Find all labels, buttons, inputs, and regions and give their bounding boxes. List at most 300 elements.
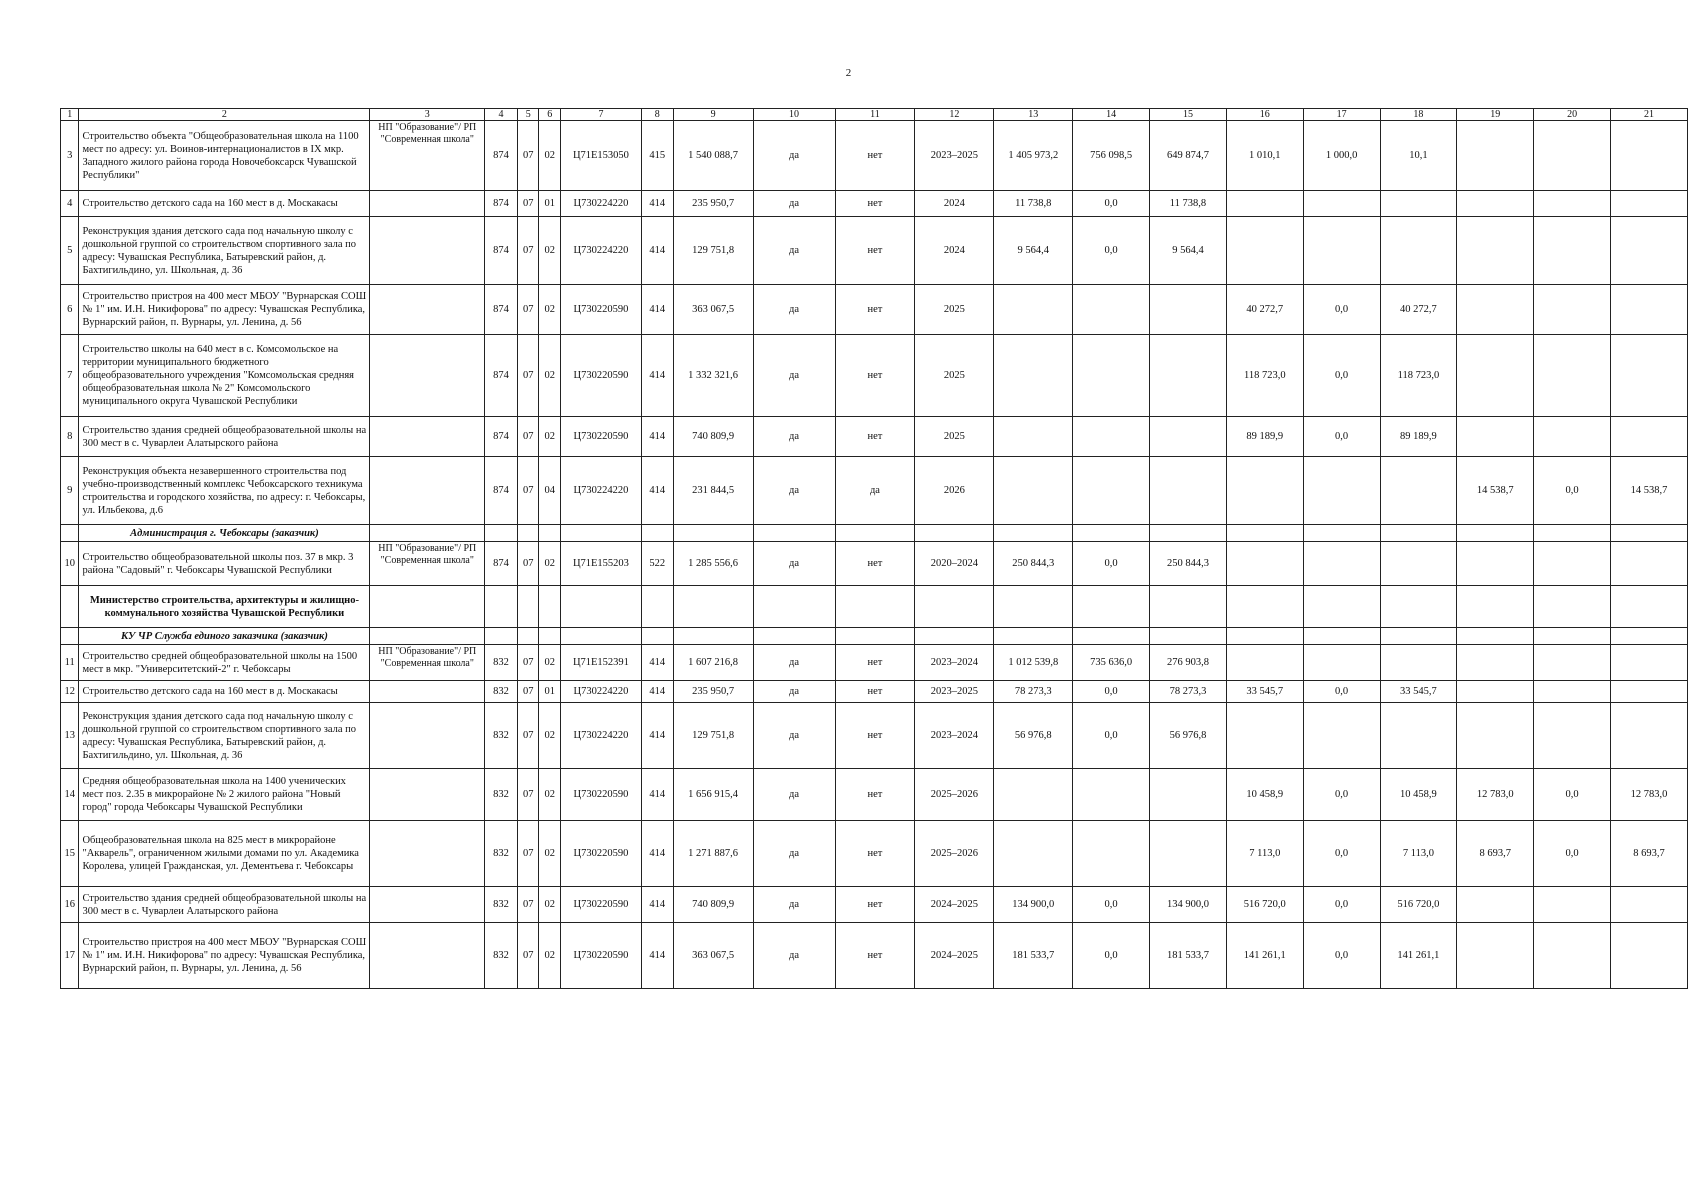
empty-cell	[835, 525, 915, 542]
cell-c20	[1534, 285, 1611, 335]
cell-c20: 0,0	[1534, 821, 1611, 887]
cell-c4: 832	[485, 821, 518, 887]
cell-c4: 874	[485, 121, 518, 191]
cell-c18	[1380, 645, 1457, 681]
cell-c9: 1 540 088,7	[673, 121, 753, 191]
cell-c9: 231 844,5	[673, 457, 753, 525]
cell-c19	[1457, 191, 1534, 217]
cell-c19	[1457, 121, 1534, 191]
table-row	[61, 121, 1688, 191]
cell-c5: 07	[517, 417, 539, 457]
cell-c17: 0,0	[1303, 417, 1380, 457]
cell-c8: 414	[641, 285, 673, 335]
cell-c9: 1 285 556,6	[673, 542, 753, 586]
cell-c13	[994, 457, 1073, 525]
cell-c6: 02	[539, 887, 561, 923]
cell-c16	[1226, 542, 1303, 586]
cell-c5: 07	[517, 217, 539, 285]
cell-c8: 414	[641, 887, 673, 923]
cell-c15	[1150, 821, 1227, 887]
cell-c18: 141 261,1	[1380, 923, 1457, 989]
cell-c14	[1073, 457, 1150, 525]
column-header-1: 1	[61, 109, 79, 121]
empty-cell	[539, 586, 561, 628]
table-row	[61, 217, 1688, 285]
cell-c10: да	[753, 191, 835, 217]
cell-c5: 07	[517, 923, 539, 989]
cell-c10: да	[753, 645, 835, 681]
cell-c8: 414	[641, 769, 673, 821]
cell-c12: 2023–2024	[915, 703, 994, 769]
empty-cell	[641, 525, 673, 542]
cell-c15: 9 564,4	[1150, 217, 1227, 285]
cell-c5: 07	[517, 645, 539, 681]
cell-c17	[1303, 645, 1380, 681]
cell-c13	[994, 285, 1073, 335]
cell-name: Строительство детского сада на 160 мест в д. Москакасы	[79, 681, 370, 703]
cell-c5: 07	[517, 821, 539, 887]
cell-c21	[1611, 335, 1688, 417]
cell-n: 7	[61, 335, 79, 417]
section-row	[61, 525, 1688, 542]
empty-cell	[1226, 525, 1303, 542]
cell-name: Общеобразовательная школа на 825 мест в микрорайоне "Акварель", ограниченном жилыми домами по ул. Академика Королева, улицей Гражданская, ул. Дементьева г. Чебоксары	[79, 821, 370, 887]
empty-cell	[61, 586, 79, 628]
cell-c7: Ц730220590	[560, 769, 641, 821]
cell-name: Строительство здания средней общеобразовательной школы на 300 мест в с. Чуварлеи Алатырского района	[79, 887, 370, 923]
cell-c6: 02	[539, 217, 561, 285]
cell-c4: 874	[485, 457, 518, 525]
cell-c16: 10 458,9	[1226, 769, 1303, 821]
cell-c5: 07	[517, 121, 539, 191]
cell-c11: нет	[835, 542, 915, 586]
empty-cell	[517, 586, 539, 628]
column-header-9: 9	[673, 109, 753, 121]
cell-c13	[994, 769, 1073, 821]
cell-c13: 11 738,8	[994, 191, 1073, 217]
cell-c9: 129 751,8	[673, 703, 753, 769]
table-row	[61, 821, 1688, 887]
cell-name: Реконструкция объекта незавершенного строительства под учебно-производственный комплекс Чебоксарского техникума строительства и городского хозяйства, по адресу: г. Чебоксары, ул. Ильбекова, д.6	[79, 457, 370, 525]
column-header-16: 16	[1226, 109, 1303, 121]
cell-c21	[1611, 417, 1688, 457]
cell-prog	[370, 217, 485, 285]
cell-c6: 01	[539, 681, 561, 703]
cell-c19: 12 783,0	[1457, 769, 1534, 821]
cell-c10: да	[753, 681, 835, 703]
cell-name: Реконструкция здания детского сада под начальную школу с дошкольной группой со строительством спортивного зала по адресу: Чувашская Республика, Батыревский район, д. Бахтигильдино, ул. Школьная, д. 36	[79, 703, 370, 769]
empty-cell	[1611, 586, 1688, 628]
cell-c4: 832	[485, 887, 518, 923]
cell-c12: 2023–2025	[915, 681, 994, 703]
empty-cell	[1534, 628, 1611, 645]
cell-n: 4	[61, 191, 79, 217]
cell-c10: да	[753, 285, 835, 335]
cell-c7: Ц730220590	[560, 285, 641, 335]
section-title: КУ ЧР Служба единого заказчика (заказчик)	[79, 628, 370, 645]
cell-c5: 07	[517, 703, 539, 769]
cell-c21	[1611, 703, 1688, 769]
cell-c19	[1457, 923, 1534, 989]
cell-c15	[1150, 417, 1227, 457]
empty-cell	[1073, 628, 1150, 645]
cell-c19: 14 538,7	[1457, 457, 1534, 525]
cell-c11: нет	[835, 923, 915, 989]
empty-cell	[1303, 628, 1380, 645]
cell-c6: 02	[539, 769, 561, 821]
cell-c21	[1611, 923, 1688, 989]
cell-c11: нет	[835, 769, 915, 821]
cell-c8: 415	[641, 121, 673, 191]
cell-n: 12	[61, 681, 79, 703]
empty-cell	[517, 628, 539, 645]
cell-prog: НП "Образование"/ РП "Современная школа"	[370, 542, 485, 586]
cell-name: Строительство школы на 640 мест в с. Комсомольское на территории муниципального бюджетного общеобразовательного учреждения "Комсомольская средняя общеобразовательная школа № 2" Комсомольского муниципального округа Чувашской Республики	[79, 335, 370, 417]
cell-c17	[1303, 457, 1380, 525]
cell-c18: 40 272,7	[1380, 285, 1457, 335]
cell-name: Строительство здания средней общеобразовательной школы на 300 мест в с. Чуварлеи Алатырского района	[79, 417, 370, 457]
cell-c9: 1 332 321,6	[673, 335, 753, 417]
cell-c9: 363 067,5	[673, 923, 753, 989]
empty-cell	[1611, 525, 1688, 542]
cell-c18: 10,1	[1380, 121, 1457, 191]
cell-c19	[1457, 335, 1534, 417]
column-header-7: 7	[560, 109, 641, 121]
cell-name: Реконструкция здания детского сада под начальную школу с дошкольной группой со строительством спортивного зала по адресу: Чувашская Республика, Батыревский район, д. Бахтигильдино, ул. Школьная, д. 36	[79, 217, 370, 285]
empty-cell	[753, 525, 835, 542]
cell-name: Строительство средней общеобразовательной школы на 1500 мест в мкр. "Университетский-2" г. Чебоксары	[79, 645, 370, 681]
cell-c20: 0,0	[1534, 457, 1611, 525]
empty-cell	[539, 628, 561, 645]
cell-c6: 02	[539, 821, 561, 887]
cell-n: 8	[61, 417, 79, 457]
cell-name: Строительство пристроя на 400 мест МБОУ "Вурнарская СОШ № 1" им. И.Н. Никифорова" по адресу: Чувашская Республика, Вурнарский район, п. Вурнары, ул. Ленина, д. 56	[79, 923, 370, 989]
cell-c16: 40 272,7	[1226, 285, 1303, 335]
cell-c11: нет	[835, 417, 915, 457]
cell-c6: 01	[539, 191, 561, 217]
cell-c8: 414	[641, 681, 673, 703]
empty-cell	[1073, 586, 1150, 628]
cell-c15: 250 844,3	[1150, 542, 1227, 586]
cell-c10: да	[753, 457, 835, 525]
empty-cell	[1534, 586, 1611, 628]
empty-cell	[1226, 586, 1303, 628]
cell-c15: 78 273,3	[1150, 681, 1227, 703]
cell-c18: 516 720,0	[1380, 887, 1457, 923]
empty-cell	[1226, 628, 1303, 645]
cell-c19: 8 693,7	[1457, 821, 1534, 887]
section-row	[61, 586, 1688, 628]
cell-name: Строительство общеобразовательной школы поз. 37 в мкр. 3 района "Садовый" г. Чебоксары Чувашской Республики	[79, 542, 370, 586]
empty-cell	[1073, 525, 1150, 542]
cell-name: Строительство объекта "Общеобразовательная школа на 1100 мест по адресу: ул. Воинов-интернационалистов в IX мкр. Западного жилого района города Новочебоксарск Чувашской Республики"	[79, 121, 370, 191]
cell-c20	[1534, 191, 1611, 217]
cell-c20	[1534, 121, 1611, 191]
cell-c17: 0,0	[1303, 335, 1380, 417]
cell-c18	[1380, 703, 1457, 769]
cell-c17	[1303, 542, 1380, 586]
empty-cell	[61, 628, 79, 645]
cell-c8: 414	[641, 703, 673, 769]
empty-cell	[1611, 628, 1688, 645]
cell-c14: 0,0	[1073, 542, 1150, 586]
cell-c21	[1611, 121, 1688, 191]
cell-n: 9	[61, 457, 79, 525]
cell-c6: 02	[539, 285, 561, 335]
empty-cell	[1303, 586, 1380, 628]
cell-c4: 874	[485, 542, 518, 586]
cell-c18: 89 189,9	[1380, 417, 1457, 457]
cell-c18: 10 458,9	[1380, 769, 1457, 821]
cell-c21	[1611, 285, 1688, 335]
cell-c17: 0,0	[1303, 285, 1380, 335]
cell-c14: 0,0	[1073, 887, 1150, 923]
cell-c14: 735 636,0	[1073, 645, 1150, 681]
cell-c13: 1 012 539,8	[994, 645, 1073, 681]
cell-c5: 07	[517, 457, 539, 525]
cell-c20	[1534, 217, 1611, 285]
cell-c14: 0,0	[1073, 923, 1150, 989]
cell-c7: Ц71Е152391	[560, 645, 641, 681]
cell-c10: да	[753, 417, 835, 457]
cell-c6: 02	[539, 703, 561, 769]
cell-c20	[1534, 681, 1611, 703]
cell-c19	[1457, 417, 1534, 457]
cell-c17: 0,0	[1303, 887, 1380, 923]
empty-cell	[673, 628, 753, 645]
cell-c13: 1 405 973,2	[994, 121, 1073, 191]
cell-c15: 181 533,7	[1150, 923, 1227, 989]
cell-name: Строительство пристроя на 400 мест МБОУ "Вурнарская СОШ № 1" им. И.Н. Никифорова" по адресу: Чувашская Республика, Вурнарский район, п. Вурнары, ул. Ленина, д. 56	[79, 285, 370, 335]
empty-cell	[1380, 586, 1457, 628]
cell-c17: 0,0	[1303, 923, 1380, 989]
column-header-21: 21	[1611, 109, 1688, 121]
section-row	[61, 628, 1688, 645]
empty-cell	[485, 628, 518, 645]
cell-c17: 1 000,0	[1303, 121, 1380, 191]
cell-n: 17	[61, 923, 79, 989]
empty-cell	[641, 586, 673, 628]
column-header-8: 8	[641, 109, 673, 121]
empty-cell	[915, 628, 994, 645]
cell-c20	[1534, 417, 1611, 457]
cell-c18	[1380, 191, 1457, 217]
empty-cell	[1457, 525, 1534, 542]
cell-c12: 2025–2026	[915, 769, 994, 821]
cell-c21: 14 538,7	[1611, 457, 1688, 525]
cell-c16	[1226, 645, 1303, 681]
cell-c13	[994, 417, 1073, 457]
cell-c15	[1150, 335, 1227, 417]
cell-c10: да	[753, 887, 835, 923]
section-title: Администрация г. Чебоксары (заказчик)	[79, 525, 370, 542]
cell-n: 13	[61, 703, 79, 769]
cell-c5: 07	[517, 335, 539, 417]
cell-c14: 0,0	[1073, 191, 1150, 217]
cell-c6: 02	[539, 335, 561, 417]
cell-c5: 07	[517, 191, 539, 217]
cell-c14	[1073, 335, 1150, 417]
cell-c8: 414	[641, 191, 673, 217]
cell-c5: 07	[517, 285, 539, 335]
cell-c12: 2020–2024	[915, 542, 994, 586]
cell-c16	[1226, 217, 1303, 285]
cell-n: 5	[61, 217, 79, 285]
empty-cell	[1150, 586, 1227, 628]
cell-c13: 181 533,7	[994, 923, 1073, 989]
cell-c4: 832	[485, 703, 518, 769]
empty-cell	[673, 586, 753, 628]
column-header-18: 18	[1380, 109, 1457, 121]
table-row	[61, 769, 1688, 821]
cell-c8: 414	[641, 217, 673, 285]
column-header-2: 2	[79, 109, 370, 121]
cell-c10: да	[753, 121, 835, 191]
cell-c6: 02	[539, 645, 561, 681]
cell-prog	[370, 887, 485, 923]
empty-cell	[915, 525, 994, 542]
cell-n: 11	[61, 645, 79, 681]
column-header-15: 15	[1150, 109, 1227, 121]
cell-c15: 276 903,8	[1150, 645, 1227, 681]
cell-c19	[1457, 542, 1534, 586]
cell-c7: Ц730220590	[560, 417, 641, 457]
cell-c17: 0,0	[1303, 821, 1380, 887]
empty-cell	[370, 525, 485, 542]
cell-c15	[1150, 285, 1227, 335]
cell-c21: 12 783,0	[1611, 769, 1688, 821]
cell-c11: нет	[835, 217, 915, 285]
empty-cell	[994, 525, 1073, 542]
cell-c20	[1534, 645, 1611, 681]
cell-c11: нет	[835, 703, 915, 769]
table-row	[61, 542, 1688, 586]
table-row	[61, 887, 1688, 923]
table-row	[61, 681, 1688, 703]
empty-cell	[835, 586, 915, 628]
column-header-6: 6	[539, 109, 561, 121]
cell-c20	[1534, 703, 1611, 769]
cell-c12: 2025	[915, 417, 994, 457]
cell-c19	[1457, 887, 1534, 923]
column-header-20: 20	[1534, 109, 1611, 121]
table-row	[61, 923, 1688, 989]
cell-c9: 1 656 915,4	[673, 769, 753, 821]
cell-c21	[1611, 191, 1688, 217]
cell-c12: 2024	[915, 217, 994, 285]
cell-n: 14	[61, 769, 79, 821]
cell-n: 6	[61, 285, 79, 335]
cell-c15	[1150, 769, 1227, 821]
table-row	[61, 191, 1688, 217]
empty-cell	[370, 586, 485, 628]
cell-c11: нет	[835, 645, 915, 681]
cell-n: 15	[61, 821, 79, 887]
cell-c21	[1611, 887, 1688, 923]
table-row	[61, 417, 1688, 457]
cell-c11: нет	[835, 681, 915, 703]
cell-c5: 07	[517, 542, 539, 586]
cell-c12: 2024	[915, 191, 994, 217]
cell-c4: 832	[485, 769, 518, 821]
empty-cell	[994, 628, 1073, 645]
cell-c12: 2025	[915, 285, 994, 335]
cell-c17	[1303, 191, 1380, 217]
empty-cell	[560, 586, 641, 628]
cell-c14: 0,0	[1073, 681, 1150, 703]
empty-cell	[1150, 628, 1227, 645]
cell-c12: 2024–2025	[915, 923, 994, 989]
cell-c11: нет	[835, 121, 915, 191]
cell-c16: 33 545,7	[1226, 681, 1303, 703]
cell-c10: да	[753, 703, 835, 769]
cell-c9: 235 950,7	[673, 681, 753, 703]
cell-c5: 07	[517, 681, 539, 703]
cell-c14: 0,0	[1073, 703, 1150, 769]
cell-c4: 874	[485, 191, 518, 217]
cell-c5: 07	[517, 887, 539, 923]
cell-c21	[1611, 542, 1688, 586]
cell-c7: Ц71Е155203	[560, 542, 641, 586]
cell-c9: 235 950,7	[673, 191, 753, 217]
cell-c18	[1380, 457, 1457, 525]
empty-cell	[753, 586, 835, 628]
cell-c19	[1457, 645, 1534, 681]
column-header-3: 3	[370, 109, 485, 121]
cell-c13: 78 273,3	[994, 681, 1073, 703]
cell-prog	[370, 703, 485, 769]
cell-c8: 414	[641, 457, 673, 525]
cell-c10: да	[753, 217, 835, 285]
cell-prog	[370, 923, 485, 989]
cell-c14	[1073, 285, 1150, 335]
cell-c16: 516 720,0	[1226, 887, 1303, 923]
cell-c16: 7 113,0	[1226, 821, 1303, 887]
cell-c14: 756 098,5	[1073, 121, 1150, 191]
cell-c21: 8 693,7	[1611, 821, 1688, 887]
cell-c18	[1380, 542, 1457, 586]
cell-name: Средняя общеобразовательная школа на 1400 ученических мест поз. 2.35 в микрорайоне № 2 жилого района "Новый город" города Чебоксары Чувашской Республики	[79, 769, 370, 821]
cell-prog	[370, 335, 485, 417]
cell-c4: 832	[485, 645, 518, 681]
cell-c12: 2025	[915, 335, 994, 417]
column-header-10: 10	[753, 109, 835, 121]
cell-c20	[1534, 542, 1611, 586]
cell-c14	[1073, 821, 1150, 887]
cell-prog	[370, 417, 485, 457]
table-body	[61, 109, 1688, 989]
table-row	[61, 285, 1688, 335]
empty-cell	[560, 525, 641, 542]
cell-n: 3	[61, 121, 79, 191]
cell-c11: нет	[835, 821, 915, 887]
column-header-5: 5	[517, 109, 539, 121]
cell-prog	[370, 285, 485, 335]
cell-c12: 2025–2026	[915, 821, 994, 887]
cell-prog	[370, 821, 485, 887]
cell-c15: 56 976,8	[1150, 703, 1227, 769]
cell-c4: 874	[485, 417, 518, 457]
empty-cell	[370, 628, 485, 645]
cell-c11: нет	[835, 887, 915, 923]
cell-c4: 874	[485, 217, 518, 285]
cell-c6: 02	[539, 542, 561, 586]
cell-c16	[1226, 457, 1303, 525]
cell-c13: 134 900,0	[994, 887, 1073, 923]
cell-c20: 0,0	[1534, 769, 1611, 821]
cell-c10: да	[753, 542, 835, 586]
cell-c7: Ц730220590	[560, 821, 641, 887]
